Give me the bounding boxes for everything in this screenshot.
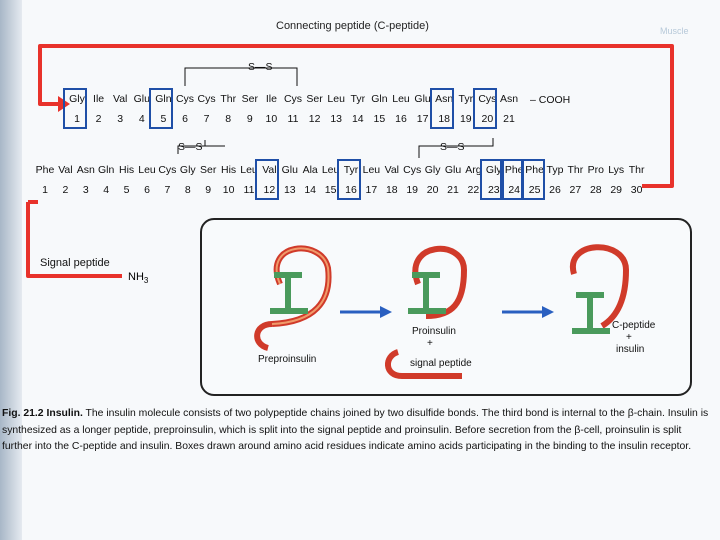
b-chain-residue: Glu xyxy=(444,164,462,176)
a-chain-residue: Ile xyxy=(93,93,105,105)
a-chain-residue: Glu xyxy=(414,93,431,105)
b-chain-residue-number: 9 xyxy=(205,184,212,196)
a-chain-residue-number: 1 xyxy=(74,113,80,125)
b-chain-residue-number: 1 xyxy=(42,184,48,196)
b-chain-residue: Cys xyxy=(403,164,422,176)
b-chain-residue-number: 26 xyxy=(549,184,561,196)
b-chain-residue: Glu xyxy=(281,164,298,176)
a-chain-residue-number: 10 xyxy=(265,113,278,125)
a-chain-residue-number: 6 xyxy=(182,113,188,125)
b-chain-residue-number: 17 xyxy=(365,184,378,196)
a-chain-terminal: – COOH xyxy=(530,94,571,106)
a-chain-residue: Glu xyxy=(133,93,150,105)
a-chain-residue-number: 14 xyxy=(351,113,364,125)
preproinsulin-label: Preproinsulin xyxy=(258,354,317,365)
b-chain-residue: Ser xyxy=(200,164,217,176)
b-chain-residue-number: 6 xyxy=(144,184,150,196)
b-chain-residue-number: 11 xyxy=(243,184,255,196)
b-chain-residue-number: 10 xyxy=(222,184,235,196)
b-chain-residue: Phe xyxy=(504,164,524,176)
a-chain-residue: Cys xyxy=(175,93,195,105)
b-chain-residue-number: 8 xyxy=(184,184,191,196)
a-chain-residue-number: 17 xyxy=(416,113,429,125)
a-chain-receptor-binding-box xyxy=(473,88,497,129)
ss-bond-label-right: S—S xyxy=(440,141,465,153)
a-chain-residue: Cys xyxy=(197,93,216,105)
plus-sign-2: + xyxy=(626,332,632,343)
processing-panel xyxy=(200,218,692,396)
b-chain-residue: Leu xyxy=(362,164,381,176)
a-chain-residue-number: 2 xyxy=(95,113,102,125)
ss-bond-label-top: S—S xyxy=(248,61,273,73)
a-chain-residue-number: 15 xyxy=(373,113,386,125)
a-chain-residue: Thr xyxy=(220,93,237,105)
a-chain-receptor-binding-box xyxy=(430,88,454,129)
a-chain-residue: Ile xyxy=(265,93,277,105)
b-chain-residue: Typ xyxy=(546,164,564,176)
a-chain-residue-number: 18 xyxy=(438,113,451,125)
b-chain-residue-number: 12 xyxy=(263,184,276,196)
a-chain-residue-number: 20 xyxy=(481,113,494,125)
b-chain-residue-number: 18 xyxy=(385,184,398,196)
b-chain-residue-number: 28 xyxy=(589,184,602,196)
a-chain-residue: Gln xyxy=(371,93,388,105)
b-chain-residue: Tyr xyxy=(343,164,359,176)
a-chain-residue: Asn xyxy=(435,93,454,105)
a-chain-residue-number: 3 xyxy=(117,113,124,125)
b-chain-residue: Thr xyxy=(628,164,645,176)
b-chain-residue: Leu xyxy=(138,164,156,176)
a-chain-residue: Leu xyxy=(327,93,345,105)
a-chain-residue-number: 19 xyxy=(459,113,472,125)
a-chain-residue: Cys xyxy=(283,93,303,105)
b-chain-residue-number: 3 xyxy=(82,184,89,196)
b-chain-residue-number: 19 xyxy=(406,184,419,196)
b-chain-residue-number: 16 xyxy=(345,184,357,196)
b-chain-residue: Phe xyxy=(525,164,544,176)
a-chain-residue: Ser xyxy=(306,93,323,105)
b-chain-residue: Asn xyxy=(76,164,95,176)
b-chain-residue: Lys xyxy=(608,164,625,176)
a-chain-residue-number: 11 xyxy=(287,113,299,125)
insulin-label: insulin xyxy=(616,344,645,355)
a-chain-residue: Gln xyxy=(155,93,172,105)
a-chain-residue: Tyr xyxy=(458,93,474,105)
signal-peptide-panel-label: signal peptide xyxy=(410,358,472,369)
a-chain-residue-number: 4 xyxy=(138,113,145,125)
caption-fig-number: Fig. 21.2 xyxy=(2,408,44,419)
b-chain-residue: Val xyxy=(58,164,73,176)
a-chain-residue: Asn xyxy=(499,93,519,105)
a-chain-residue-number: 9 xyxy=(246,113,253,125)
a-chain-residue-number: 13 xyxy=(330,113,343,125)
a-chain-residue: Val xyxy=(112,93,128,105)
b-chain-residue-number: 25 xyxy=(528,184,541,196)
b-chain-residue: His xyxy=(221,164,237,176)
b-chain-residue: Val xyxy=(384,164,399,176)
b-chain-residue: Gly xyxy=(179,164,196,176)
b-chain-residue: Gly xyxy=(424,164,441,176)
b-chain-residue-number: 20 xyxy=(426,184,439,196)
b-chain-residue-number: 14 xyxy=(304,184,317,196)
b-chain-residue: Phe xyxy=(35,164,55,176)
a-chain-residue-number: 5 xyxy=(160,113,167,125)
b-chain-residue: Gln xyxy=(98,164,115,176)
b-chain-residue: Ala xyxy=(302,164,318,176)
a-chain-residue-number: 16 xyxy=(395,113,407,125)
proinsulin-label: Proinsulin xyxy=(412,326,456,337)
b-chain-receptor-binding-box xyxy=(255,159,279,200)
b-chain-residue-number: 15 xyxy=(324,184,337,196)
a-chain-residue: Tyr xyxy=(350,93,366,105)
plus-sign-1: + xyxy=(427,338,433,349)
b-chain-residue: Leu xyxy=(240,164,258,176)
b-chain-residue: Pro xyxy=(587,164,604,176)
b-chain-residue: Gly xyxy=(485,164,502,176)
connecting-peptide-label: Connecting peptide (C-peptide) xyxy=(276,20,429,32)
a-chain-residue-number: 21 xyxy=(503,113,515,125)
b-chain-receptor-binding-box xyxy=(521,159,545,200)
b-chain-residue-number: 21 xyxy=(447,184,459,196)
a-chain-receptor-binding-box xyxy=(63,88,87,129)
b-chain-residue-number: 7 xyxy=(164,184,171,196)
b-chain-residue-number: 27 xyxy=(569,184,582,196)
b-chain-residue-number: 29 xyxy=(610,184,623,196)
cpeptide-label: C-peptide xyxy=(612,320,656,331)
a-chain-residue-number: 8 xyxy=(225,113,232,125)
a-chain-residue-number: 7 xyxy=(203,113,210,125)
ss-bond-label-left: S—S xyxy=(178,141,203,153)
a-chain-receptor-binding-box xyxy=(149,88,173,129)
b-chain-receptor-binding-box xyxy=(337,159,361,200)
b-chain-residue-number: 13 xyxy=(283,184,296,196)
caption-title: Insulin. xyxy=(46,408,83,419)
b-chain-residue: Cys xyxy=(158,164,177,176)
processing-diagram xyxy=(202,220,694,398)
b-chain-residue: His xyxy=(119,164,135,176)
caption-text: The insulin molecule consists of two polypeptide chains joined by two disulfide bonds. The third bond is internal to the β-chain. Insulin is synthesized as a longer peptide, preproinsulin, which is split into the signal peptide and proinsulin. Before secretion from the β-cell, proinsulin is split further into the C-peptide and insulin. Boxes drawn around amino acid residues indicate amino acids participating in the binding to the insulin receptor. xyxy=(2,408,709,452)
b-chain-residue-number: 30 xyxy=(630,184,643,196)
proinsulin-molecule xyxy=(388,249,464,376)
b-chain-residue-number: 22 xyxy=(467,184,480,196)
a-chain-residue: Gly xyxy=(69,93,85,105)
b-chain-residue-number: 5 xyxy=(123,184,130,196)
signal-peptide-label: Signal peptide xyxy=(40,257,110,269)
b-chain-residue: Leu xyxy=(321,164,340,176)
a-chain-residue: Cys xyxy=(478,93,497,105)
b-chain-residue-number: 2 xyxy=(62,184,69,196)
b-chain-residue: Thr xyxy=(567,164,584,176)
b-chain-residue: Arg xyxy=(465,164,482,176)
faint-background-label: Muscle xyxy=(660,26,689,36)
preproinsulin-molecule xyxy=(257,248,328,348)
b-chain-residue: Val xyxy=(262,164,277,176)
b-chain-residue-number: 23 xyxy=(487,184,500,196)
nh3-label: $NH_3$ xyxy=(128,271,149,286)
b-chain-residue-number: 24 xyxy=(508,184,521,196)
b-chain-residue-number: 4 xyxy=(103,184,110,196)
a-chain-residue-number: 12 xyxy=(308,113,321,125)
a-chain-residue: Leu xyxy=(392,93,410,105)
a-chain-residue: Ser xyxy=(241,93,258,105)
figure-caption xyxy=(0,406,710,456)
